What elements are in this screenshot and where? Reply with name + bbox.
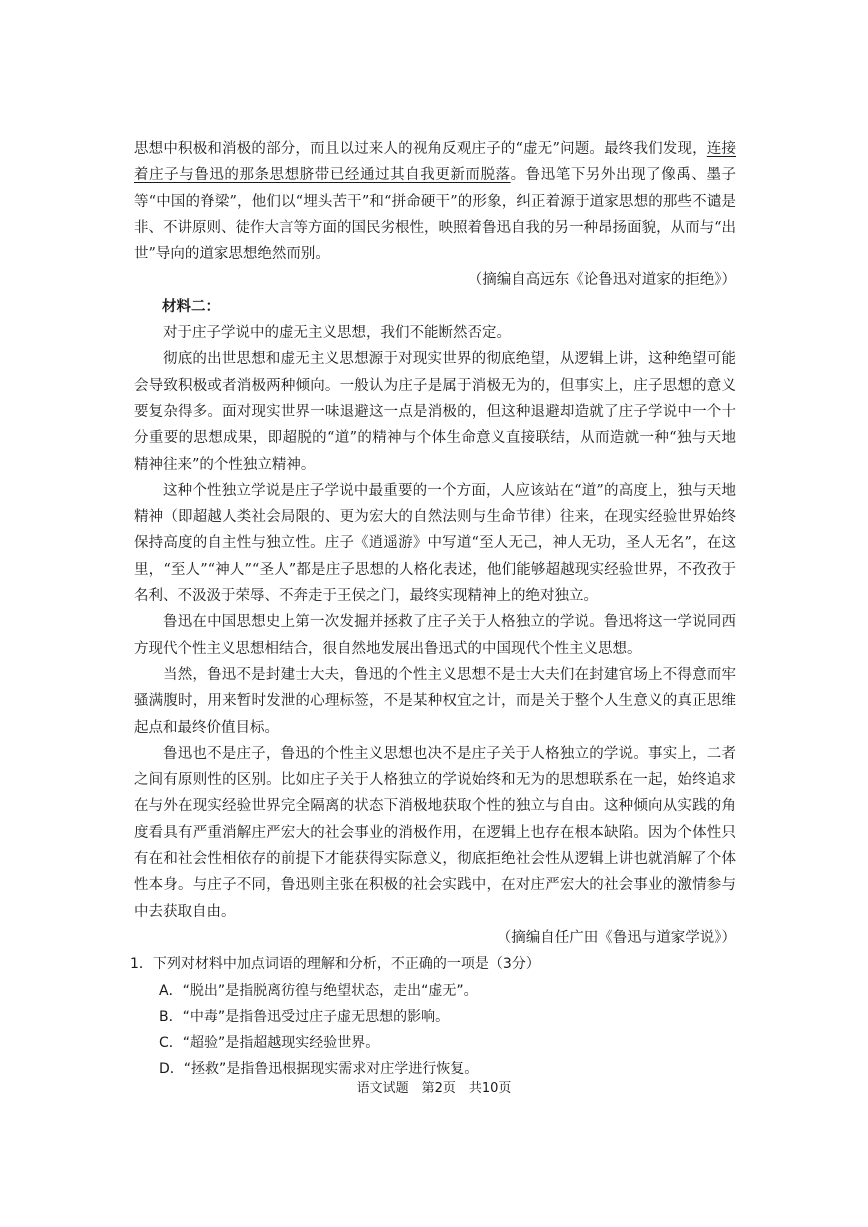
material1-paragraph: [134, 136, 736, 267]
material2-paragraph: 彻底的出世思想和虚无主义思想源于对现实世界的彻底绝望，从逻辑上讲，这种绝望可能会导致积极或者消极两种倾向。一般认为庄子是属于消极无为的，但事实上，庄子思想的意义要复杂得多。面对现实世界一味退避这一点是消极的，但这种退避却造就了庄子学说中一个十分重要的思想成果，即超脱的“道”的精神与个体生命意义直接联结，从而造就一种“独与天地精神往来”的个性独立精神。: [134, 351, 736, 473]
page-footer: 语文试题 第2页 共10页: [356, 1081, 512, 1096]
question-1-option-c: C．“超验”是指超越现实经验世界。: [159, 1035, 380, 1052]
material2-paragraph: 鲁迅在中国思想史上第一次发掘并拯救了庄子关于人格独立的学说。鲁迅将这一学说同西方现代个性主义思想相结合，很自然地发展出鲁迅式的中国现代个性主义思想。: [134, 614, 736, 657]
material2-paragraph: 对于庄子学说中的虚无主义思想，我们不能断然否定。: [163, 325, 511, 342]
underlined-phrase: 连接着庄子与鲁迅的那条思想脐带已经通过其自我更新而脱落: [134, 141, 737, 184]
question-1-option-d: D．“拯救”是指鲁迅根据现实需求对庄学进行恢复。: [159, 1061, 479, 1078]
material2-paragraph: 当然，鲁迅不是封建士大夫，鲁迅的个性主义思想不是士大夫们在封建官场上不得意而牢骚满腹时，用来暂时发泄的心理标签，不是某种权宜之计，而是关于整个人生意义的真正思维起点和最终价值目标。: [134, 666, 736, 736]
material1-source: （摘编自高远东《论鲁迅对道家的拒绝》）: [467, 272, 736, 289]
question-1-option-b: B．“中毒”是指鲁迅受过庄子虚无思想的影响。: [159, 1008, 450, 1025]
material1-text-end: 。鲁迅笔下另外出现了像禹、墨子等“中国的脊梁”，他们以“埋头苦干”和“拼命硬干”的形象，纠正着源于道家思想的那些不谴是非、不讲原则、徒作大言等方面的国民劣根性，映照着鲁迅自我的另一种昂扬面貌，从而与“出世”导向的道家思想绝然而别。: [134, 167, 737, 263]
question-1-stem: 1．下列对材料中加点词语的理解和分析，不正确的一项是（3分）: [130, 956, 540, 973]
material2-paragraph: 鲁迅也不是庄子，鲁迅的个性主义思想也决不是庄子关于人格独立的学说。事实上，二者之间有原则性的区别。比如庄子关于人格独立的学说始终和无为的思想联系在一起，始终追求在与外在现实经验世界完全隔离的状态下消极地获取个性的独立与自由。这种倾向从实践的角度看具有严重消解庄严宏大的社会事业的消极作用，在逻辑上也存在根本缺陷。因为个体性只有在和社会性相依存的前提下才能获得实际意义，彻底拒绝社会性从逻辑上讲也就消解了个体性本身。与庄子不同，鲁迅则主张在积极的社会实践中，在对庄严宏大的社会事业的激情参与中去获取自由。: [134, 745, 736, 920]
material2-paragraph: 这种个性独立学说是庄子学说中最重要的一个方面，人应该站在“道”的高度上，独与天地精神（即超越人类社会局限的、更为宏大的自然法则与生命节律）往来，在现实经验世界始终保持高度的自主性与独立性。庄子《逍遥游》中写道“至人无己，神人无功，圣人无名”，在这里，“至人”“神人”“圣人”都是庄子思想的人格化表述，他们能够超越现实经验世界，不孜孜于名利、不汲汲于荣辱、不奔走于王侯之门，最终实现精神上的绝对独立。: [134, 482, 736, 605]
material1-text-start: 思想中积极和消极的部分，而且以过来人的视角反观庄子的“虚无”问题。最终我们发现，: [134, 141, 707, 157]
material2-heading: 材料二：: [162, 297, 220, 315]
question-1-option-a: A．“脱出”是指脱离彷徨与绝望状态，走出“虚无”。: [159, 982, 478, 999]
page-body: [130, 136, 737, 1083]
material2-source: （摘编自任广田《鲁迅与道家学说》）: [496, 929, 736, 946]
